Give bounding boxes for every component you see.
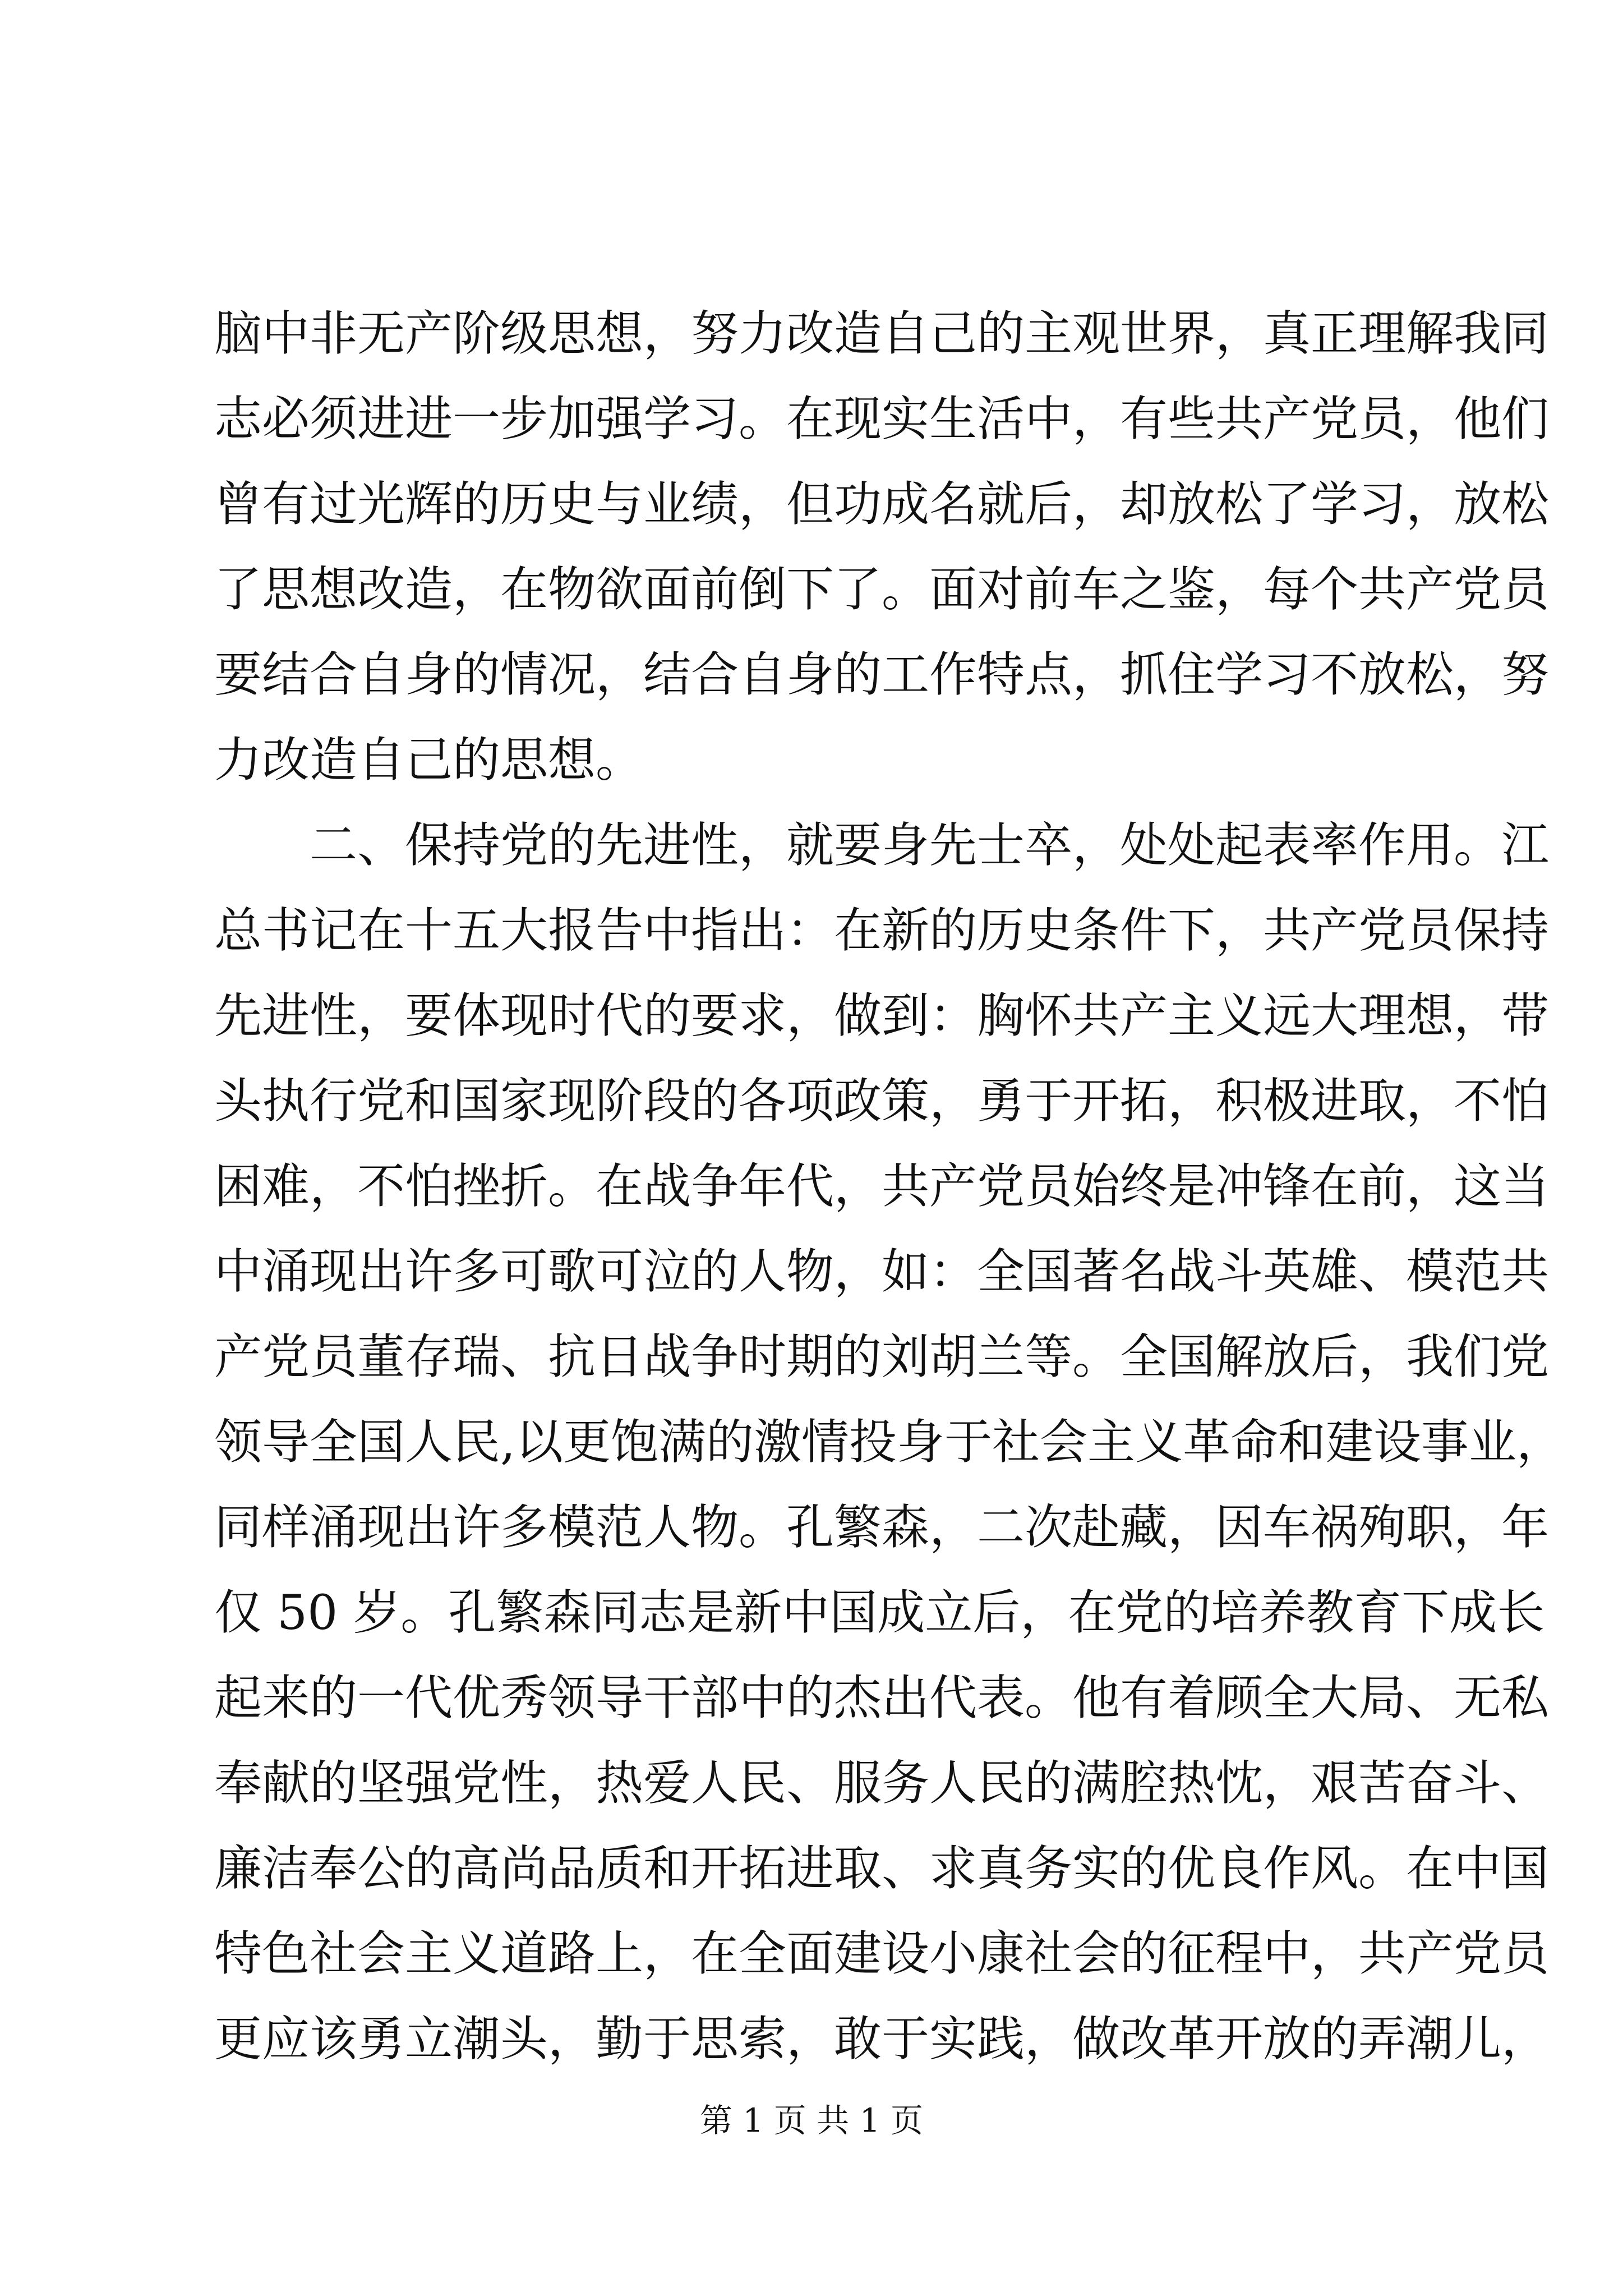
text-line: 奉献的坚强党性，热爱人民、服务人民的满腔热忱，艰苦奋斗、: [214, 1756, 1550, 1811]
text-line: 二、保持党的先进性，就要身先士卒，处处起表率作用。江: [214, 818, 1550, 873]
text-line: 领导全国人民,以更饱满的激情投身于社会主义革命和建设事业，: [214, 1415, 1565, 1470]
text-line: 力改造自己的思想。: [214, 733, 644, 788]
text-line: 脑中非无产阶级思想，努力改造自己的主观世界，真正理解我同: [214, 306, 1550, 362]
text-line: 更应该勇立潮头，勤于思索，敢于实践，做改革开放的弄潮儿，: [214, 2012, 1550, 2067]
text-line: 先进性，要体现时代的要求，做到：胸怀共产主义远大理想，带: [214, 988, 1550, 1044]
text-line: 仅 50 岁。孔繁森同志是新中国成立后，在党的培养教育下成长: [214, 1585, 1545, 1641]
text-line: 总书记在十五大报告中指出：在新的历史条件下，共产党员保持: [214, 903, 1550, 959]
body-text: [214, 292, 1565, 2082]
text-line: 头执行党和国家现阶段的各项政策，勇于开拓，积极进取，不怕: [214, 1074, 1550, 1129]
text-line: 曾有过光辉的历史与业绩，但功成名就后，却放松了学习，放松: [214, 477, 1550, 532]
text-line: 中涌现出许多可歌可泣的人物，如：全国著名战斗英雄、模范共: [214, 1244, 1550, 1300]
page-footer: 第 1 页 共 1 页: [700, 2101, 923, 2139]
text-line: 了思想改造，在物欲面前倒下了。面对前车之鉴，每个共产党员: [214, 562, 1550, 618]
text-line: 要结合自身的情况，结合自身的工作特点，抓住学习不放松，努: [214, 647, 1550, 703]
text-line: 特色社会主义道路上，在全面建设小康社会的征程中，共产党员: [214, 1926, 1550, 1982]
text-line: 志必须进进一步加强学习。在现实生活中，有些共产党员，他们: [214, 392, 1550, 447]
text-line: 同样涌现出许多模范人物。孔繁森，二次赴藏，因车祸殉职，年: [214, 1500, 1550, 1556]
text-line: 困难，不怕挫折。在战争年代，共产党员始终是冲锋在前，这当: [214, 1159, 1550, 1214]
text-line: 廉洁奉公的高尚品质和开拓进取、求真务实的优良作风。在中国: [214, 1841, 1550, 1897]
text-line: 产党员董存瑞、抗日战争时期的刘胡兰等。全国解放后，我们党: [214, 1329, 1550, 1385]
text-line: 起来的一代优秀领导干部中的杰出代表。他有着顾全大局、无私: [214, 1671, 1550, 1726]
